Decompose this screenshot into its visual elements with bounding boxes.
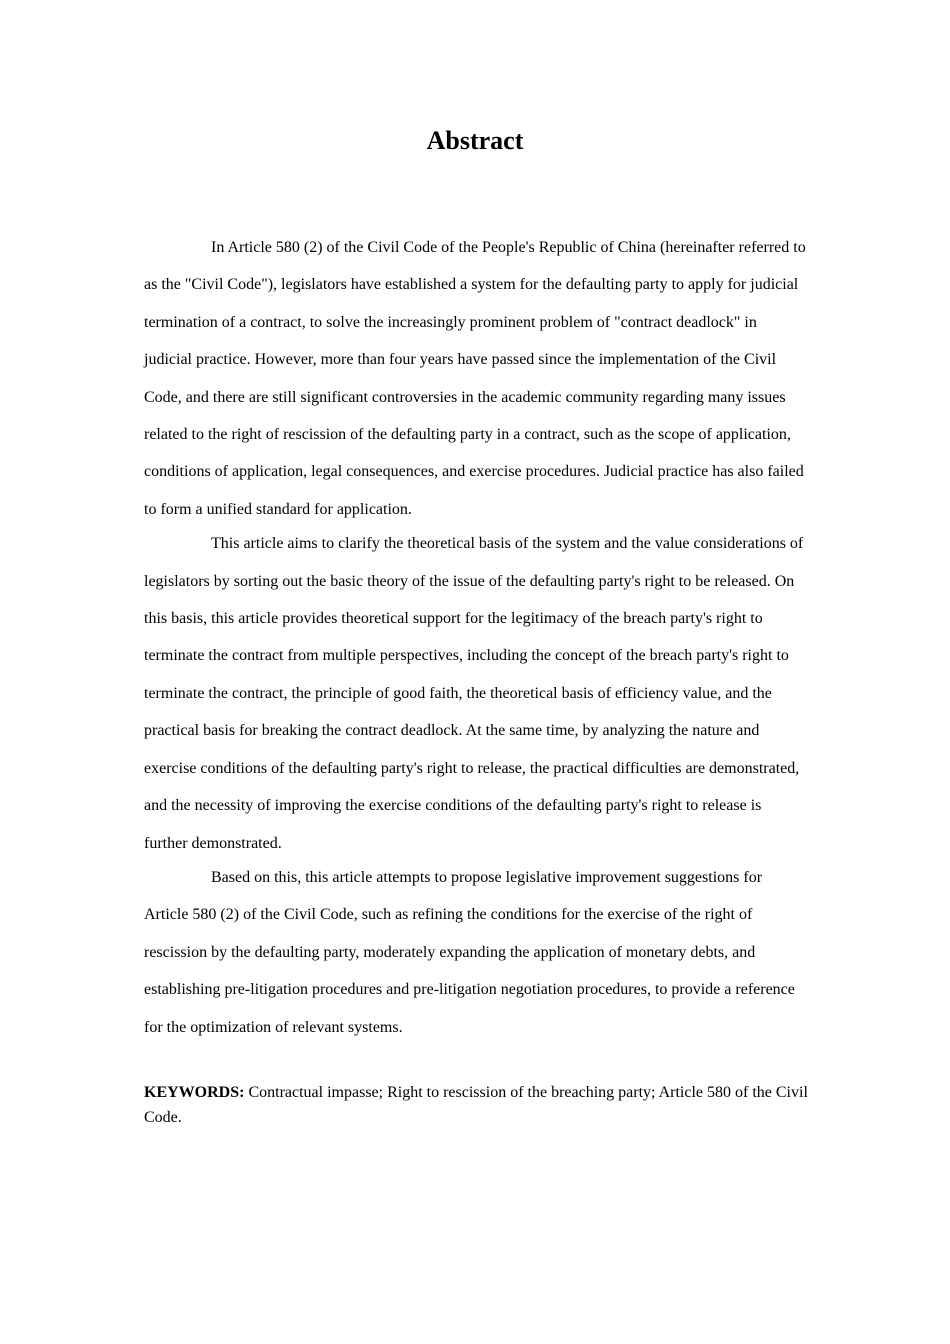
abstract-paragraph-3: Based on this, this article attempts to propose legislative improvement suggestions for Article 580 (2) of the Civil Code, such as refining the conditions for the exercise of the right of rescission by the defaulting party, moderately expanding the application of monetary debts, and establishing pre-litigation procedures and pre-litigation negotiation procedures, to provide a reference for the optimization of relevant systems. bbox=[144, 868, 795, 1036]
page-title: Abstract bbox=[426, 126, 524, 155]
abstract-paragraph-2: This article aims to clarify the theoretical basis of the system and the value considerations of legislators by sorting out the basic theory of the issue of the defaulting party's right to be released. On this basis, this article provides theoretical support for the legitimacy of the breach party's right to terminate the contract from multiple perspectives, including the concept of the breach party's right to terminate the contract, the principle of good faith, the theoretical basis of efficiency value, and the practical basis for breaking the contract deadlock. At the same time, by analyzing the nature and exercise conditions of the defaulting party's right to release, the practical difficulties are demonstrated, and the necessity of improving the exercise conditions of the defaulting party's right to release is further demonstrated. bbox=[144, 535, 804, 852]
abstract-body bbox=[144, 229, 808, 1046]
keywords-line bbox=[144, 1080, 810, 1130]
keywords-text: Contractual impasse; Right to rescission of the breaching party; Article 580 of the Civil Code. bbox=[144, 1084, 808, 1126]
abstract-paragraph-1: In Article 580 (2) of the Civil Code of the People's Republic of China (hereinafter referred to as the "Civil Code"), legislators have established a system for the defaulting party to apply for judicial termination of a contract, to solve the increasingly prominent problem of "contract deadlock" in judicial practice. However, more than four years have passed since the implementation of the Civil Code, and there are still significant controversies in the academic community regarding many issues related to the right of rescission of the defaulting party in a contract, such as the scope of application, conditions of application, legal consequences, and exercise procedures. Judicial practice has also failed to form a unified standard for application. bbox=[144, 239, 806, 518]
keywords-label: KEYWORDS: bbox=[144, 1084, 245, 1101]
